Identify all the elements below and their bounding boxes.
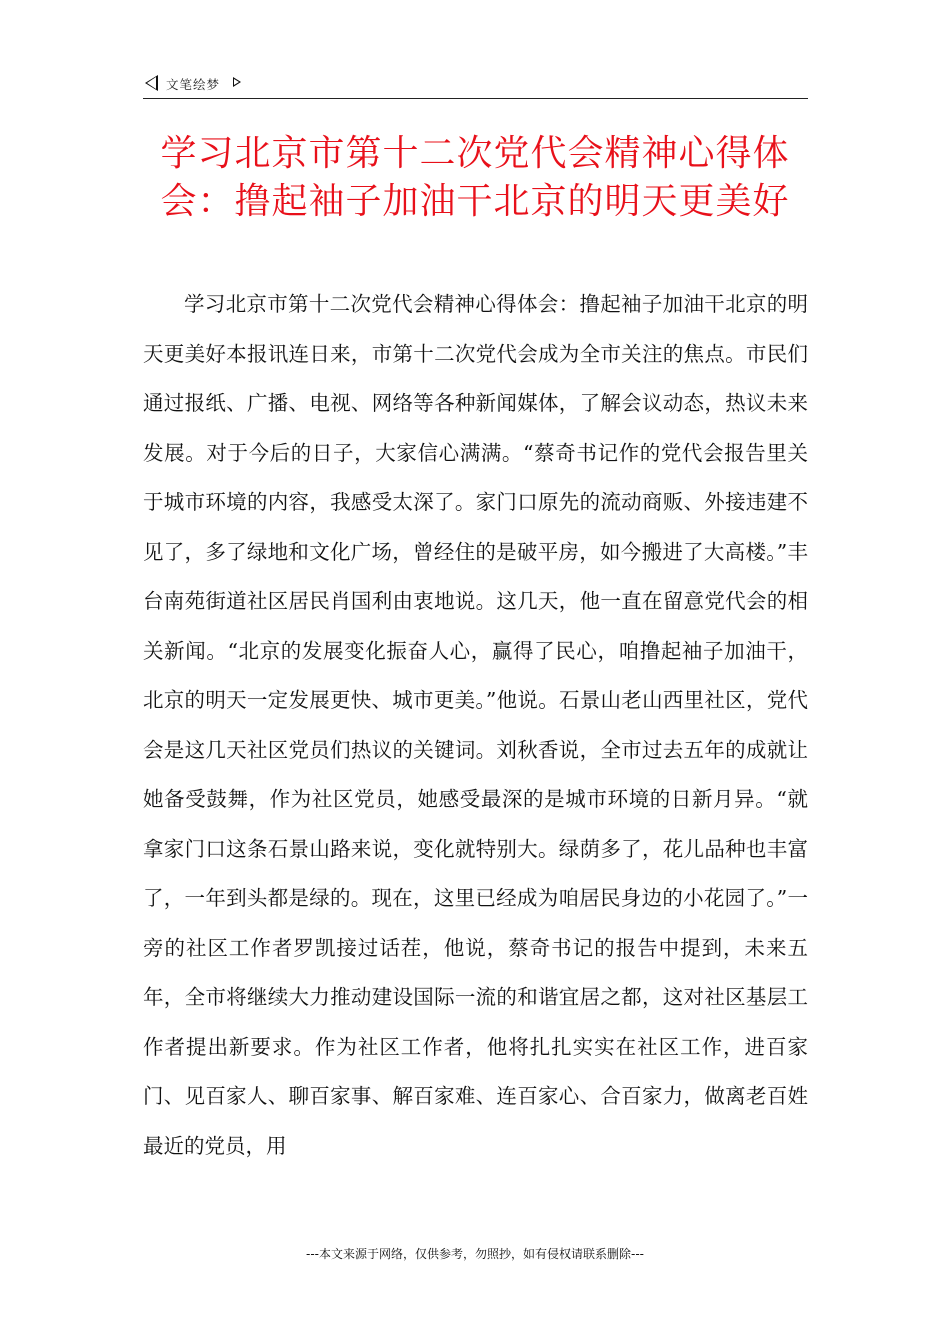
body-paragraph: 学习北京市第十二次党代会精神心得体会：撸起袖子加油干北京的明天更美好本报讯连日来，市第十二次党代会成为全市关注的焦点。市民们通过报纸、广播、电视、网络等各种新闻媒体，了解会议动态，热议未来发展。对于今后的日子，大家信心满满。“蔡奇书记作的党代会报告里关于城市环境的内容，我感受太深了。家门口原先的流动商贩、外接违建不见了，多了绿地和文化广场，曾经住的是破平房，如今搬进了大高楼。”丰台南苑街道社区居民肖国利由衷地说。这几天，他一直在留意党代会的相关新闻。“北京的发展变化振奋人心，赢得了民心，咱撸起袖子加油干，北京的明天一定发展更快、城市更美。”他说。石景山老山西里社区，党代会是这几天社区党员们热议的关键词。刘秋香说，全市过去五年的成就让她备受鼓舞，作为社区党员，她感受最深的是城市环境的日新月异。“就拿家门口这条石景山路来说，变化就特别大。绿荫多了，花儿品种也丰富了，一年到头都是绿的。现在，这里已经成为咱居民身边的小花园了。”一旁的社区工作者罗凯接过话茬，他说，蔡奇书记的报告中提到，未来五年，全市将继续大力推动建设国际一流的和谐宜居之都，这对社区基层工作者提出新要求。作为社区工作者，他将扎扎实实在社区工作，进百家门、见百家人、聊百家事、解百家难、连百家心、合百家力，做离老百姓最近的党员，用 — [143, 292, 808, 1158]
document-title: 学习北京市第十二次党代会精神心得体会：撸起袖子加油干北京的明天更美好 — [160, 133, 790, 222]
triangle-right-icon — [233, 77, 241, 87]
triangle-left-icon — [145, 75, 158, 91]
page-footer: ---本文来源于网络，仅供参考，勿照抄，如有侵权请联系删除--- — [306, 1247, 644, 1261]
header-brand: 文笔绘梦 — [166, 77, 221, 92]
page-header — [143, 72, 808, 99]
